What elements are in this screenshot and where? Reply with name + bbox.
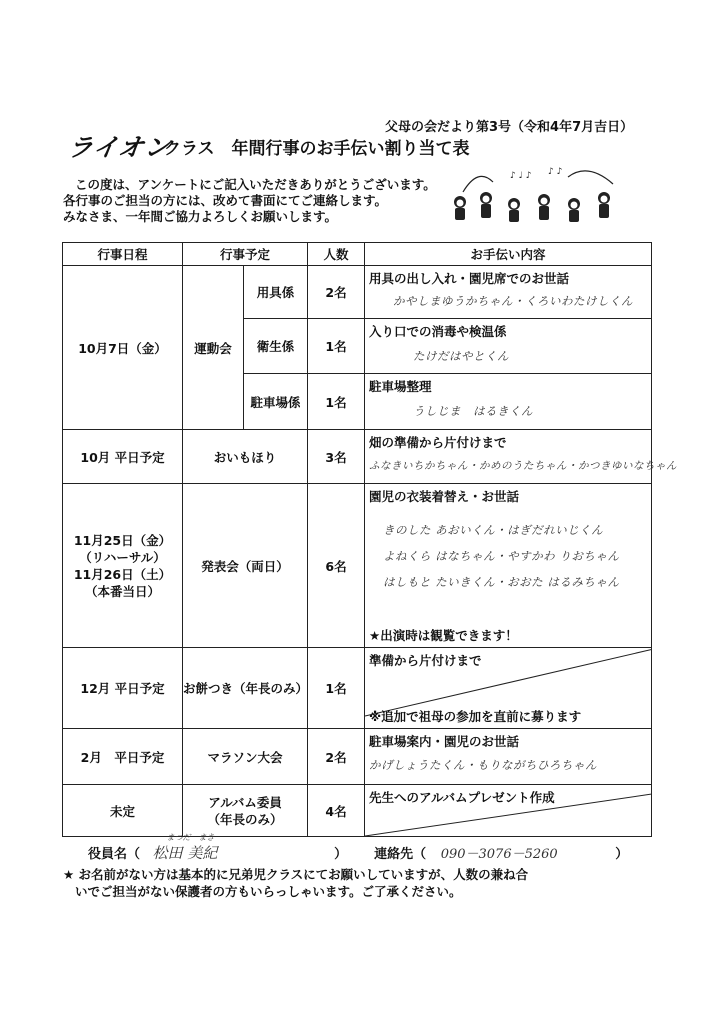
event-date: 10月7日（金）: [63, 266, 183, 430]
help-content: [365, 266, 652, 319]
header-cell: 人数: [308, 243, 365, 266]
event-name: マラソン大会: [183, 729, 308, 785]
name-line: きのした あおいくん・はぎだれいじくん: [383, 523, 604, 537]
event-role: 用具係: [244, 266, 308, 319]
help-content: [365, 648, 652, 729]
name-line: よねくら はなちゃん・やすかわ りおちゃん: [383, 549, 620, 563]
helper-count: 6名: [308, 484, 365, 648]
helper-count: 1名: [308, 648, 365, 729]
officer-contact-row: [88, 833, 629, 863]
task-description: 園児の衣装着替え・お世話: [369, 489, 520, 504]
helper-count: 4名: [308, 785, 365, 837]
bottom-note: [63, 866, 663, 900]
intro-line: 各行事のご担当の方には、改めて書面にてご連絡します。: [63, 193, 388, 208]
date-line: （本番当日）: [84, 583, 160, 599]
task-description: 駐車場整理: [369, 379, 432, 394]
intro-line: みなさま、一年間ご協力よろしくお願いします。: [63, 209, 338, 224]
event-role: 衛生係: [244, 319, 308, 374]
class-name: ライオン: [65, 133, 173, 162]
contact-close: ）: [615, 847, 629, 862]
officer-label: 役員名（: [88, 847, 141, 862]
assigned-names: うしじま はるきくん: [413, 404, 534, 418]
table-row: [63, 729, 652, 785]
svg-text:♪ ♪: ♪ ♪: [548, 167, 563, 177]
header-cell: 行事日程: [63, 243, 183, 266]
event-date: 2月 平日予定: [63, 729, 183, 785]
officer-close: ）: [334, 847, 348, 862]
event-name: 発表会（両日）: [183, 484, 308, 648]
help-content: [365, 374, 652, 430]
event-date: 10月 平日予定: [63, 430, 183, 484]
page-title: クラス 年間行事のお手伝い割り当て表: [164, 139, 470, 159]
task-description: 入り口での消毒や検温係: [369, 324, 507, 339]
assigned-names: ふなきいちかちゃん・かめのうたちゃん・かつきゆいなちゃん: [369, 460, 678, 472]
task-description: 準備から片付けまで: [369, 653, 482, 668]
officer-furigana: まつだ まき: [166, 833, 215, 842]
helper-count: 3名: [308, 430, 365, 484]
event-line: アルバム委員: [208, 794, 282, 810]
event-name: 運動会: [183, 266, 244, 430]
table-header-row: [63, 243, 652, 266]
help-content: [365, 785, 652, 837]
event-role: 駐車場係: [244, 374, 308, 430]
event-name: お餅つき（年長のみ）: [183, 648, 308, 729]
event-date: 未定: [63, 785, 183, 837]
table-row: [63, 785, 652, 837]
assigned-names: たけだはやとくん: [413, 349, 510, 363]
svg-text:♪ ♩ ♪: ♪ ♩ ♪: [510, 171, 532, 181]
schedule-table: [62, 242, 678, 837]
help-content: [365, 484, 652, 648]
name-line: はしもと たいきくん・おおた はるみちゃん: [383, 575, 620, 589]
intro-line: この度は、アンケートにご記入いただきありがとうございます。: [75, 177, 436, 192]
helper-count: 1名: [308, 374, 365, 430]
help-content: [365, 729, 652, 785]
children-illustration: [448, 162, 628, 230]
contact-value: 090－3076－5260: [440, 847, 558, 862]
date-line: 11月26日（土）: [73, 566, 172, 582]
date-line: 11月25日（金）: [73, 532, 172, 548]
officer-name: 松田 美紀: [152, 844, 218, 862]
bottom-note-line: いでご担当がない保護者の方もいらっしゃいます。ご了承ください。: [75, 884, 462, 899]
event-name: おいもほり: [183, 430, 308, 484]
recital-note: ★出演時は観覧できます！: [369, 628, 518, 643]
assigned-names: かげしょうたくん・もりながちひろちゃん: [369, 758, 598, 772]
helper-count: 2名: [308, 729, 365, 785]
bottom-note-line: ★ お名前がない方は基本的に兄弟児クラスにてお願いしていますが、人数の兼ね合: [63, 867, 529, 882]
task-description: 先生へのアルバムプレゼント作成: [369, 790, 555, 805]
assigned-names: [369, 505, 647, 595]
event-date: 12月 平日予定: [63, 648, 183, 729]
intro-text: [63, 177, 436, 225]
header-cell: お手伝い内容: [365, 243, 652, 266]
helper-count: 1名: [308, 319, 365, 374]
table-row: [63, 430, 652, 484]
task-description: 駐車場案内・園児のお世話: [369, 734, 520, 749]
task-description: 畑の準備から片付けまで: [369, 435, 507, 450]
assigned-names: かやしまゆうかちゃん・くろいわたけしくん: [393, 294, 634, 308]
table-row: [63, 484, 652, 648]
event-name: [183, 785, 308, 837]
newsletter-issue: 父母の会だより第3号（令和4年7月吉日）: [385, 120, 634, 135]
help-content: [365, 430, 678, 484]
header-cell: 行事予定: [183, 243, 308, 266]
contact-label: 連絡先（: [374, 847, 427, 862]
helper-count: 2名: [308, 266, 365, 319]
help-content: [365, 319, 652, 374]
event-date: [63, 484, 183, 648]
date-line: （リハーサル）: [79, 549, 166, 565]
table-row: [63, 648, 652, 729]
mochi-note: ※追加で祖母の参加を直前に募ります: [369, 709, 582, 724]
table-row: [63, 266, 652, 319]
task-description: 用具の出し入れ・園児席でのお世話: [369, 271, 570, 286]
event-line: （年長のみ）: [207, 811, 283, 827]
